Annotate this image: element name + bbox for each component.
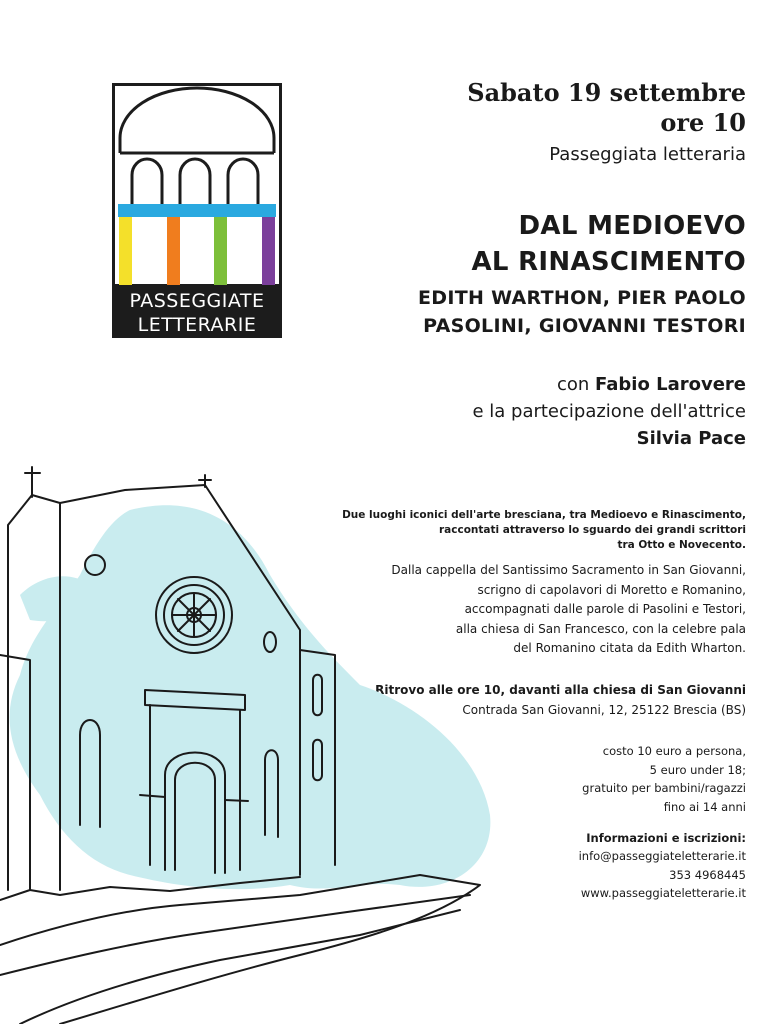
intro-line: Due luoghi iconici dell'arte bresciana, tra Medioevo e Rinascimento, (342, 509, 746, 521)
event-date-block (467, 78, 746, 138)
with-prefix: con (556, 374, 596, 395)
authors-line-2: PASOLINI, GIOVANNI TESTORI (423, 315, 746, 337)
contacts-heading: Informazioni e iscrizioni: (586, 831, 746, 845)
intro-line: tra Otto e Novecento. (617, 539, 746, 551)
body-line: scrigno di capolavori di Moretto e Romanino, (477, 582, 746, 597)
event-subtitle: Passeggiata letteraria (549, 144, 746, 165)
body-line: Dalla cappella del Santissimo Sacramento in San Giovanni, (391, 563, 746, 577)
contact-website[interactable]: www.passeggiateletterarie.it (580, 886, 746, 900)
contact-email[interactable]: info@passeggiateletterarie.it (578, 849, 746, 863)
participation-text: e la partecipazione dell'attrice (472, 401, 746, 422)
cost-line: costo 10 euro a persona, (602, 744, 746, 758)
contacts-block (579, 847, 746, 903)
cost-line: fino ai 14 anni (663, 799, 746, 814)
logo-line-1: PASSEGGIATE (129, 290, 265, 312)
church-drawing-icon (0, 455, 500, 1024)
cost-line: 5 euro under 18; (649, 762, 746, 777)
event-time: ore 10 (660, 108, 746, 137)
cost-line: gratuito per bambini/ragazzi (582, 781, 746, 795)
cost-block (582, 742, 746, 816)
actress-line (472, 425, 746, 452)
passeggiate-letterarie-logo (112, 83, 282, 338)
authors-line-1: EDITH WARTHON, PIER PAOLO (418, 287, 746, 309)
arches-logo-icon (112, 83, 282, 287)
logo-wordmark (112, 286, 282, 338)
event-title-line-2: AL RINASCIMENTO (471, 247, 746, 277)
logo-line-2: LETTERARIE (137, 314, 257, 336)
event-people (472, 371, 746, 452)
event-authors (418, 284, 746, 340)
church-on-open-book-illustration (0, 455, 500, 1024)
intro-line: raccontati attraverso lo sguardo dei grandi scrittori (439, 524, 746, 536)
actress-name: Silvia Pace (636, 428, 746, 449)
contact-phone[interactable]: 353 4968445 (669, 867, 746, 882)
event-date: Sabato 19 settembre (467, 78, 746, 107)
guide-line (472, 371, 746, 398)
meeting-address: Contrada San Giovanni, 12, 25122 Brescia (BS) (462, 703, 746, 717)
meeting-headline: Ritrovo alle ore 10, davanti alla chiesa di San Giovanni (375, 683, 746, 697)
body-line: del Romanino citata da Edith Wharton. (513, 641, 746, 655)
body-line: accompagnati dalle parole di Pasolini e Testori, (464, 602, 746, 616)
guide-name: Fabio Larovere (595, 374, 746, 395)
event-title-line-1: DAL MEDIOEVO (518, 211, 746, 241)
body-line: alla chiesa di San Francesco, con la celebre pala (455, 621, 746, 636)
event-title (471, 208, 746, 280)
